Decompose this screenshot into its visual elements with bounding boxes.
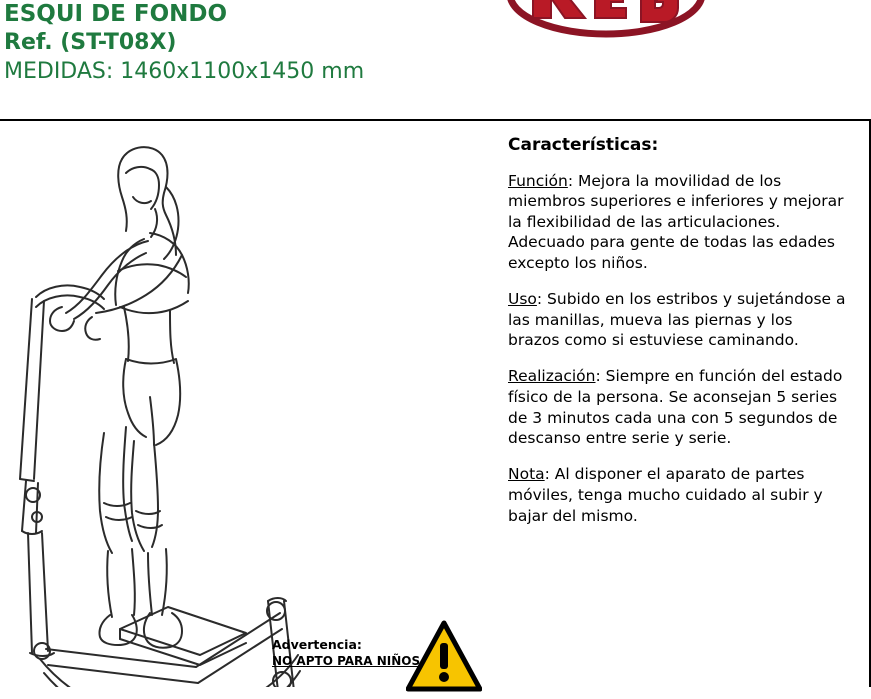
feature-paragraph: [508, 366, 848, 448]
product-reference: Ref. (ST-T08X): [4, 30, 177, 56]
feature-lead: Nota: [508, 465, 545, 484]
warning-title: Advertencia:: [272, 637, 362, 652]
feature-paragraph: [508, 464, 848, 526]
document-body: [0, 121, 871, 687]
title-block: [4, 0, 364, 86]
warning-subtitle: NO APTO PARA NIÑOS: [272, 654, 421, 668]
feature-paragraph: [508, 171, 848, 274]
warning-triangle-icon: [406, 619, 482, 695]
feature-text: : Siempre en función del estado físico de la persona. Se aconsejan 5 series de 3 minutos cada una con 5 segundos de descanso entre serie y serie.: [508, 367, 843, 448]
feature-lead: Realización: [508, 367, 596, 386]
features-panel: [508, 135, 848, 541]
features-heading: Características:: [508, 135, 659, 155]
feature-text: : Subido en los estribos y sujetándose a las manillas, mueva las piernas y los brazos como si estuviese caminando.: [508, 290, 846, 350]
feature-lead: Uso: [508, 290, 537, 309]
feature-paragraph: [508, 289, 848, 351]
product-dimensions: MEDIDAS: 1460x1100x1450 mm: [4, 58, 365, 84]
warning-text: [272, 637, 421, 668]
company-logo: [491, 0, 721, 56]
warning-block: [272, 629, 482, 689]
feature-text: : Al disponer el aparato de partes móviles, tenga mucho cuidado al subir y bajar del mismo.: [508, 465, 823, 525]
feature-text: : Mejora la movilidad de los miembros superiores e inferiores y mejorar la flexibilidad de las articulaciones. Adecuado para gente de todas las edades excepto los niños.: [508, 171, 844, 272]
document-header: [0, 0, 871, 118]
product-name: ESQUI DE FONDO: [4, 1, 228, 27]
cross-country-ski-machine-diagram: [0, 121, 480, 687]
feature-lead: Función: [508, 171, 568, 190]
